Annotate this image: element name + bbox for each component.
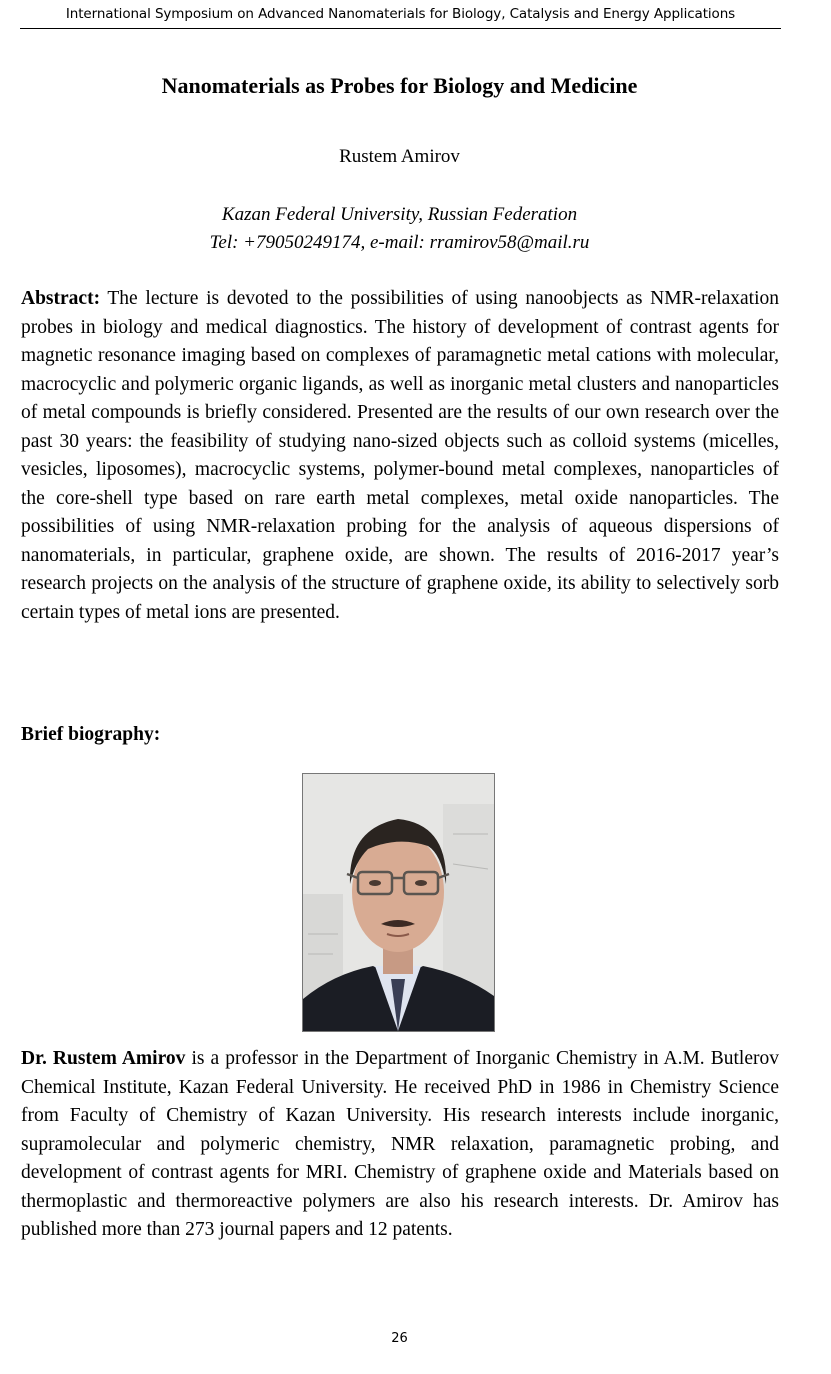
running-header-text: International Symposium on Advanced Nanomaterials for Biology, Catalysis and Energy Applications — [65, 6, 736, 22]
paper-title: Nanomaterials as Probes for Biology and Medicine — [161, 73, 638, 98]
affiliation-block — [0, 201, 799, 257]
biography-heading: Brief biography: — [21, 724, 161, 745]
running-header — [20, 0, 781, 29]
author-portrait — [302, 773, 495, 1032]
biography-text: is a professor in the Department of Inorganic Chemistry in A.M. Butlerov Chemical Institute, Kazan Federal University. He received PhD in 1986 in Chemistry Science from Faculty of Chemistry of Kazan University. His research interests include inorganic, supramolecular and polymeric chemistry, NMR relaxation, paramagnetic probing, and development of contrast agents for MRI. Chemistry of graphene oxide and Materials based on thermoplastic and thermoreactive polymers are also his research interests. Dr. Amirov has published more than 273 journal papers and 12 patents. — [21, 1048, 779, 1240]
page-number: 26 — [391, 1331, 408, 1346]
abstract-text: The lecture is devoted to the possibilities of using nanoobjects as NMR-relaxation probes in biology and medical diagnostics. The history of development of contrast agents for magnetic resonance imaging based on complexes of paramagnetic metal cations with molecular, macrocyclic and polymeric organic ligands, as well as inorganic metal clusters and nanoparticles of metal compounds is briefly considered. Presented are the results of our own research over the past 30 years: the feasibility of studying nano-sized objects such as colloid systems (micelles, vesicles, liposomes), macrocyclic systems, polymer-bound metal complexes, nanoparticles of the core-shell type based on rare earth metal complexes, metal oxide nanoparticles. The possibilities of using NMR-relaxation probing for the analysis of aqueous dispersions of nanomaterials, in particular, graphene oxide, are shown. The results of 2016-2017 year’s research projects on the analysis of the structure of graphene oxide, its ability to selectively sorb certain types of metal ions are presented. — [21, 288, 779, 623]
abstract-paragraph — [21, 285, 779, 627]
author-name: Rustem Amirov — [339, 146, 460, 167]
abstract-label: Abstract: — [21, 288, 101, 309]
contact-info: Tel: +79050249174, e-mail: rramirov58@mail.ru — [209, 232, 590, 253]
biography-paragraph — [21, 1045, 779, 1245]
affiliation: Kazan Federal University, Russian Federation — [221, 204, 578, 225]
biography-name: Dr. Rustem Amirov — [21, 1048, 186, 1069]
